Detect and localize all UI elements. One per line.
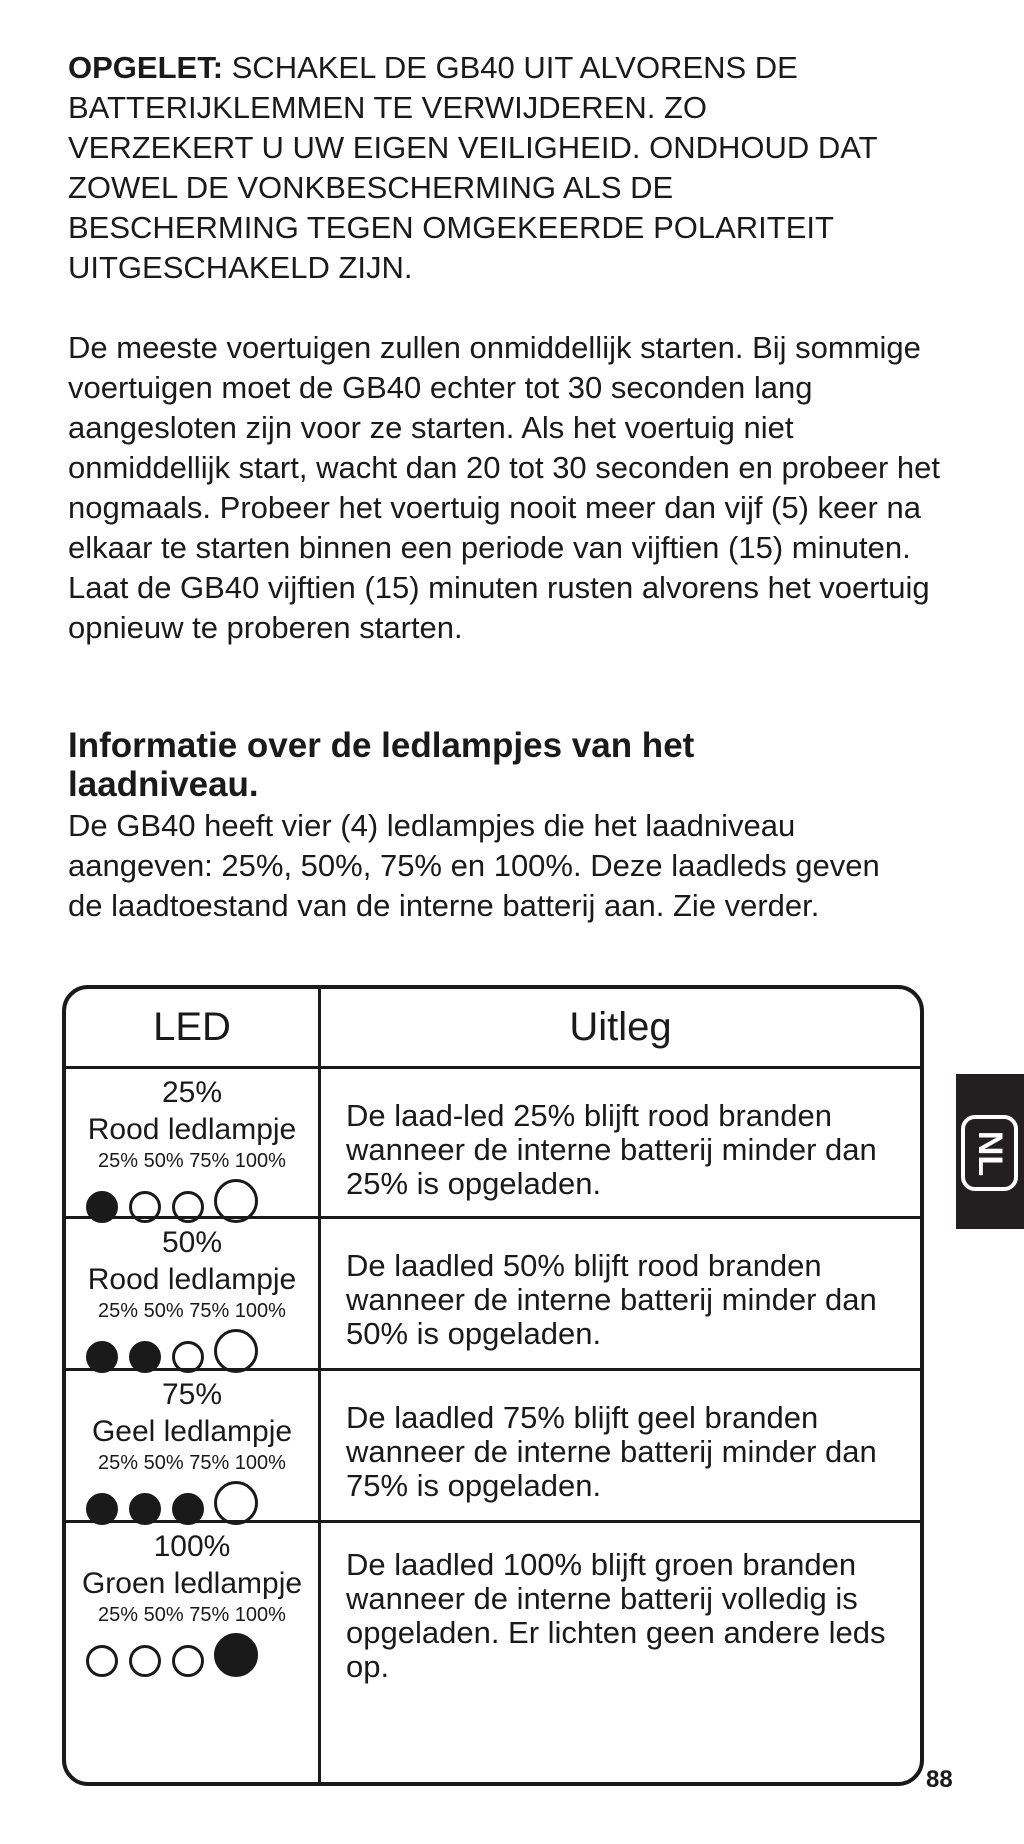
led-percentage: 100% (153, 1530, 231, 1563)
led-dot-off-icon (214, 1329, 258, 1373)
led-color-label: Groen ledlampje (81, 1567, 303, 1600)
language-tab (956, 1074, 1024, 1229)
led-cell (66, 1069, 318, 1235)
led-description: De laadled 50% blijft rood branden wanneer de interne batterij minder dan 50% is opgeladen. (346, 1248, 877, 1351)
led-dot-off-icon (172, 1645, 204, 1677)
led-percentage: 50% (161, 1226, 223, 1259)
language-code: NL (970, 1130, 1009, 1176)
table-row (66, 1523, 920, 1785)
led-dot-off-icon (214, 1481, 258, 1525)
led-color-label: Rood ledlampje (87, 1263, 297, 1296)
header-led: LED (153, 1005, 231, 1049)
page-number: 88 (926, 1766, 953, 1793)
led-dot-off-icon (86, 1645, 118, 1677)
start-instructions-paragraph: De meeste voertuigen zullen onmiddellijk starten. Bij sommige voertuigen moet de GB40 echter tot 30 seconden lang aangesloten zijn voor ze starten. Als het voertuig niet onmiddellijk start, wacht dan 20 tot 30 seconden en probeer het nogmaals. Probeer het voertuig nooit meer dan vijf (5) keer na elkaar te starten binnen een periode van vijftien (15) minuten. Laat de GB40 vijftien (15) minuten rusten alvorens het voertuig opnieuw te proberen starten. (68, 330, 940, 645)
led-dot-on-icon (214, 1633, 258, 1677)
led-cell (66, 1371, 318, 1537)
table-row (66, 1069, 920, 1219)
language-badge (961, 1115, 1018, 1191)
table-row (66, 1219, 920, 1371)
led-color-label: Geel ledlampje (91, 1415, 293, 1448)
led-percentage: 25% (161, 1076, 223, 1109)
led-scale-label: 25% 50% 75% 100% (98, 1150, 286, 1172)
led-indicator-dots (66, 1629, 318, 1689)
led-table (62, 985, 924, 1786)
led-dot-off-icon (129, 1645, 161, 1677)
led-scale-label: 25% 50% 75% 100% (98, 1300, 286, 1322)
section-body: De GB40 heeft vier (4) ledlampjes die het laadniveau aangeven: 25%, 50%, 75% en 100%. Deze laadleds geven de laadtoestand van de interne batterij aan. Zie verder. (68, 808, 880, 923)
warning-lead: OPGELET: (68, 50, 224, 85)
section-title: Informatie over de ledlampjes van het laadniveau. (68, 726, 695, 804)
header-uitleg: Uitleg (569, 1005, 672, 1049)
led-cell (66, 1523, 318, 1689)
led-description: De laadled 75% blijft geel branden wanneer de interne batterij minder dan 75% is opgeladen. (346, 1400, 877, 1503)
table-row (66, 1371, 920, 1523)
led-scale-label: 25% 50% 75% 100% (98, 1604, 286, 1626)
led-cell (66, 1219, 318, 1385)
led-percentage: 75% (161, 1378, 223, 1411)
led-description: De laad-led 25% blijft rood branden wanneer de interne batterij minder dan 25% is opgeladen. (346, 1098, 877, 1201)
warning-text: SCHAKEL DE GB40 UIT ALVORENS DE BATTERIJKLEMMEN TE VERWIJDEREN. ZO VERZEKERT U UW EIGEN VEILIGHEID. ONDHOUD DAT ZOWEL DE VONKBESCHERMING ALS DE BESCHERMING TEGEN OMGEKEERDE POLARITEIT UITGESCHAKELD ZIJN. (68, 50, 877, 285)
warning-paragraph (68, 48, 888, 288)
led-scale-label: 25% 50% 75% 100% (98, 1452, 286, 1474)
led-color-label: Rood ledlampje (87, 1113, 297, 1146)
led-description: De laadled 100% blijft groen branden wanneer de interne batterij volledig is opgeladen. Er lichten geen andere leds op. (346, 1547, 886, 1684)
